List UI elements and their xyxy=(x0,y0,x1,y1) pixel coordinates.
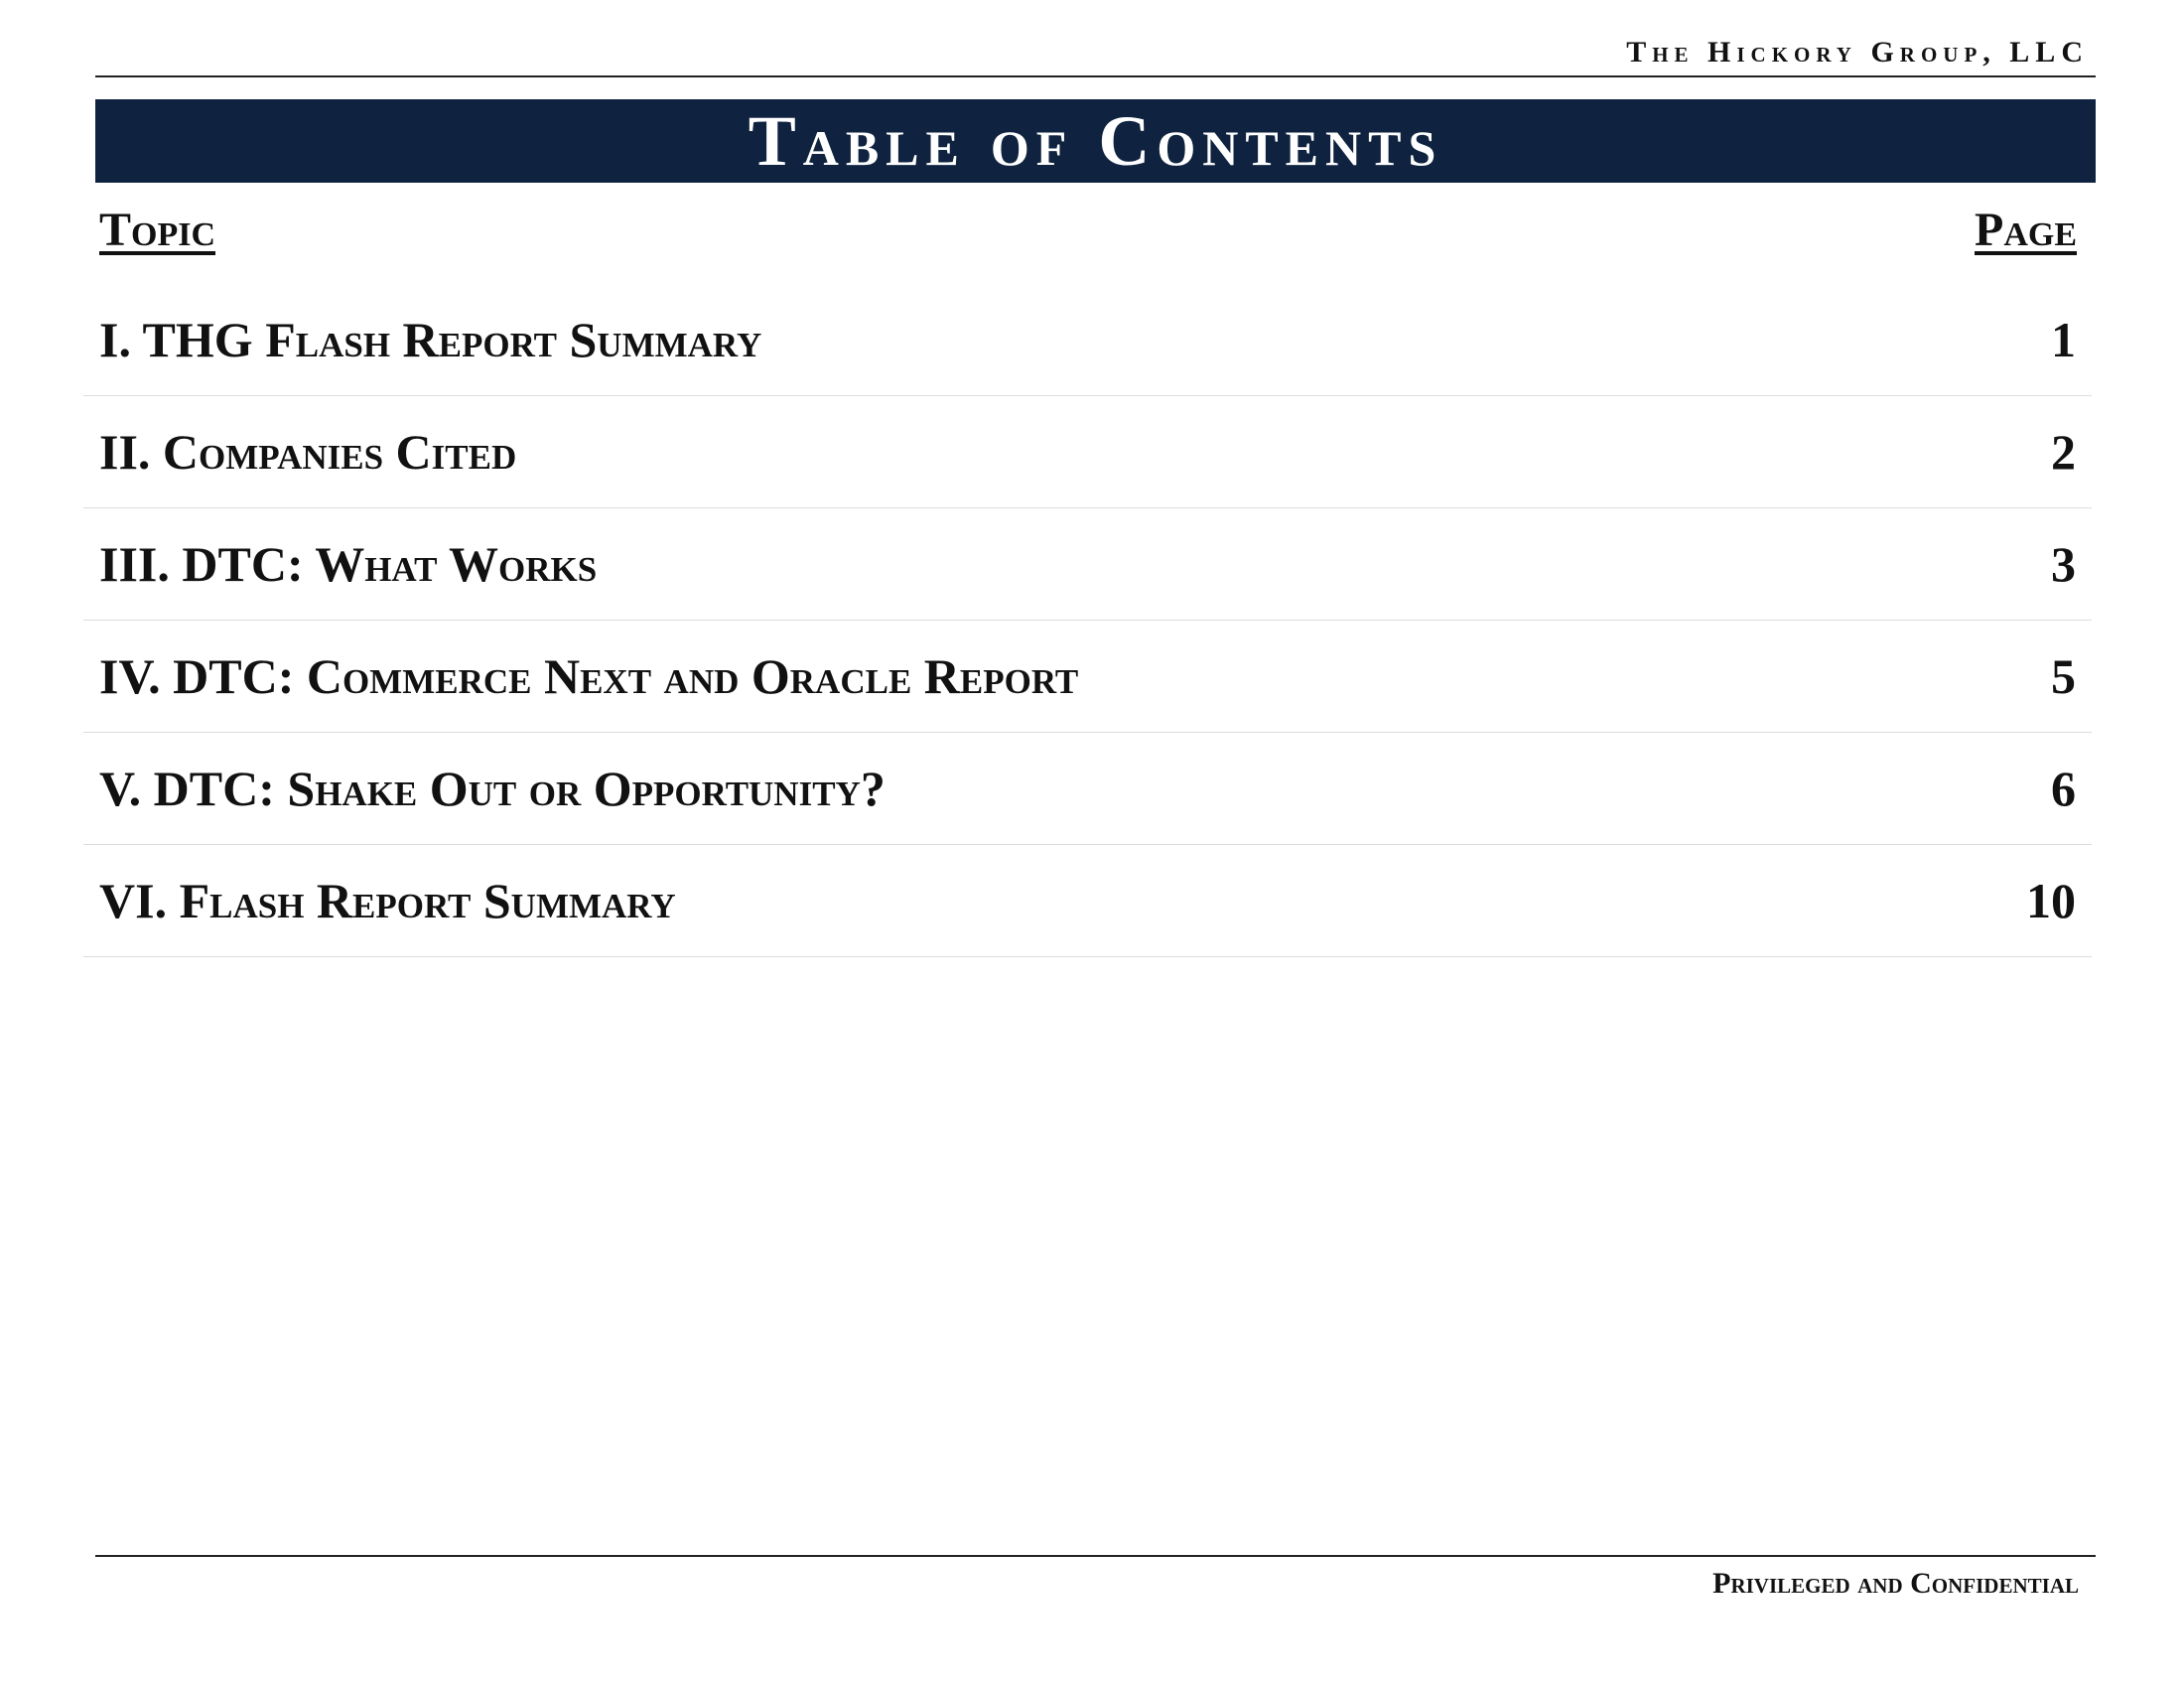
toc-page-number: 10 xyxy=(2026,873,2076,928)
toc-topic: IV. DTC: Commerce Next and Oracle Report xyxy=(99,648,1079,704)
confidentiality-notice: Privileged and Confidential xyxy=(1712,1567,2079,1600)
toc-list xyxy=(83,284,2092,957)
toc-topic: V. DTC: Shake Out or Opportunity? xyxy=(99,761,886,816)
toc-row[interactable] xyxy=(83,733,2092,845)
toc-topic: VI. Flash Report Summary xyxy=(99,873,676,928)
toc-topic: III. DTC: What Works xyxy=(99,536,598,592)
page-title: Table of Contents xyxy=(748,101,1443,181)
toc-page-number: 6 xyxy=(2051,761,2076,816)
toc-topic: I. THG Flash Report Summary xyxy=(99,312,762,367)
toc-page-number: 1 xyxy=(2051,312,2076,367)
column-header-page: Page xyxy=(1975,204,2077,256)
toc-page-number: 5 xyxy=(2051,648,2076,704)
title-bar xyxy=(95,99,2096,183)
header-rule xyxy=(95,75,2096,77)
toc-row[interactable] xyxy=(83,284,2092,396)
column-header-topic: Topic xyxy=(99,204,216,256)
toc-row[interactable] xyxy=(83,508,2092,621)
toc-page-number: 3 xyxy=(2051,536,2076,592)
toc-row[interactable] xyxy=(83,845,2092,957)
toc-row[interactable] xyxy=(83,396,2092,508)
toc-topic: II. Companies Cited xyxy=(99,424,517,480)
footer-rule xyxy=(95,1555,2096,1557)
toc-row[interactable] xyxy=(83,621,2092,733)
toc-page-number: 2 xyxy=(2051,424,2076,480)
firm-name: The Hickory Group, LLC xyxy=(1626,36,2089,69)
